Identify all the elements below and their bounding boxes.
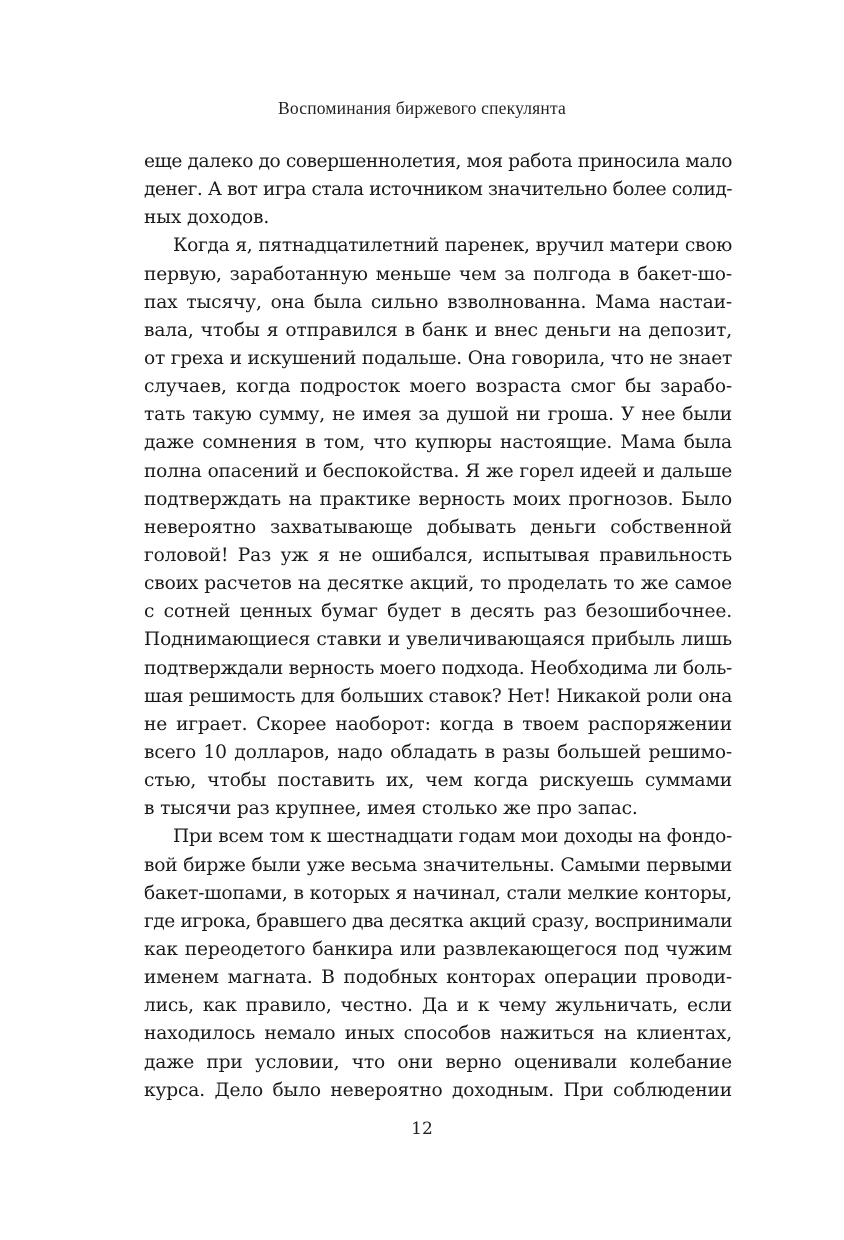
text-line: вала, чтобы я отправился в банк и внес деньги на депозит, <box>144 319 732 341</box>
text-line: как переодетого банкира или развлекающегося под чужим <box>144 938 732 960</box>
text-line: подтверждали верность моего подхода. Необходима ли боль- <box>144 657 732 679</box>
page-number: 12 <box>411 1119 433 1139</box>
text-line: головой! Раз уж я не ошибался, испытывая правильность <box>144 544 732 566</box>
text-line: находилось немало иных способов нажиться на клиентах, <box>144 1023 732 1045</box>
text-line: где игрока, бравшего два десятка акций сразу, воспринимали <box>144 910 732 932</box>
text-line: не играет. Скорее наоборот: когда в твоем распоряжении <box>144 713 732 735</box>
text-line: денег. А вот игра стала источником значительно более солид- <box>144 179 732 201</box>
text-line: шая решимость для больших ставок? Нет! Никакой роли она <box>144 685 732 707</box>
text-line: пах тысячу, она была сильно взволнованна. Мама настаи- <box>144 291 732 313</box>
text-line: от греха и искушений подальше. Она говорила, что не знает <box>144 347 732 369</box>
text-line: еще далеко до совершеннолетия, моя работа приносила мало <box>144 151 732 172</box>
text-line: При всем том к шестнадцати годам мои доходы на фондо- <box>173 826 732 848</box>
text-line: именем магната. В подобных конторах операции проводи- <box>144 967 732 989</box>
text-line: случаев, когда подросток моего возраста смог бы зарабо- <box>144 376 732 398</box>
text-line: невероятно захватывающе добывать деньги собственной <box>144 516 732 538</box>
body-text <box>144 148 732 1105</box>
text-line: Когда я, пятнадцатилетний паренек, вручил матери свою <box>173 235 732 257</box>
text-line: своих расчетов на десятке акций, то проделать то же самое <box>144 573 732 595</box>
running-head: Воспоминания биржевого спекулянта <box>277 98 567 118</box>
text-line: с сотней ценных бумаг будет в десять раз безошибочнее. <box>144 601 732 623</box>
text-line: стью, чтобы поставить их, чем когда рискуешь суммами <box>144 770 732 792</box>
text-line: курса. Дело было невероятно доходным. При соблюдении <box>144 1079 732 1101</box>
text-line: первую, заработанную меньше чем за полгода в бакет-шо- <box>144 263 732 285</box>
text-line: лись, как правило, честно. Да и к чему жульничать, если <box>144 995 732 1017</box>
text-line: даже сомнения в том, что купюры настоящие. Мама была <box>144 432 732 454</box>
text-line: Поднимающиеся ставки и увеличивающаяся прибыль лишь <box>144 629 732 651</box>
text-line: подтверждать на практике верность моих прогнозов. Было <box>144 488 732 510</box>
text-line: всего 10 долларов, надо обладать в разы большей решимо- <box>144 741 732 763</box>
text-line: вой бирже были уже весьма значительны. Самыми первыми <box>144 854 732 876</box>
text-line: полна опасений и беспокойства. Я же горел идеей и дальше <box>144 460 732 482</box>
text-line: даже при условии, что они верно оценивали колебание <box>144 1051 732 1073</box>
text-line: бакет-шопами, в которых я начинал, стали мелкие конторы, <box>144 882 732 904</box>
text-line: тать такую сумму, не имея за душой ни гроша. У нее были <box>144 404 732 426</box>
text-line: в тысячи раз крупнее, имея столько же про запас. <box>144 798 638 820</box>
text-line: ных доходов. <box>144 207 270 229</box>
